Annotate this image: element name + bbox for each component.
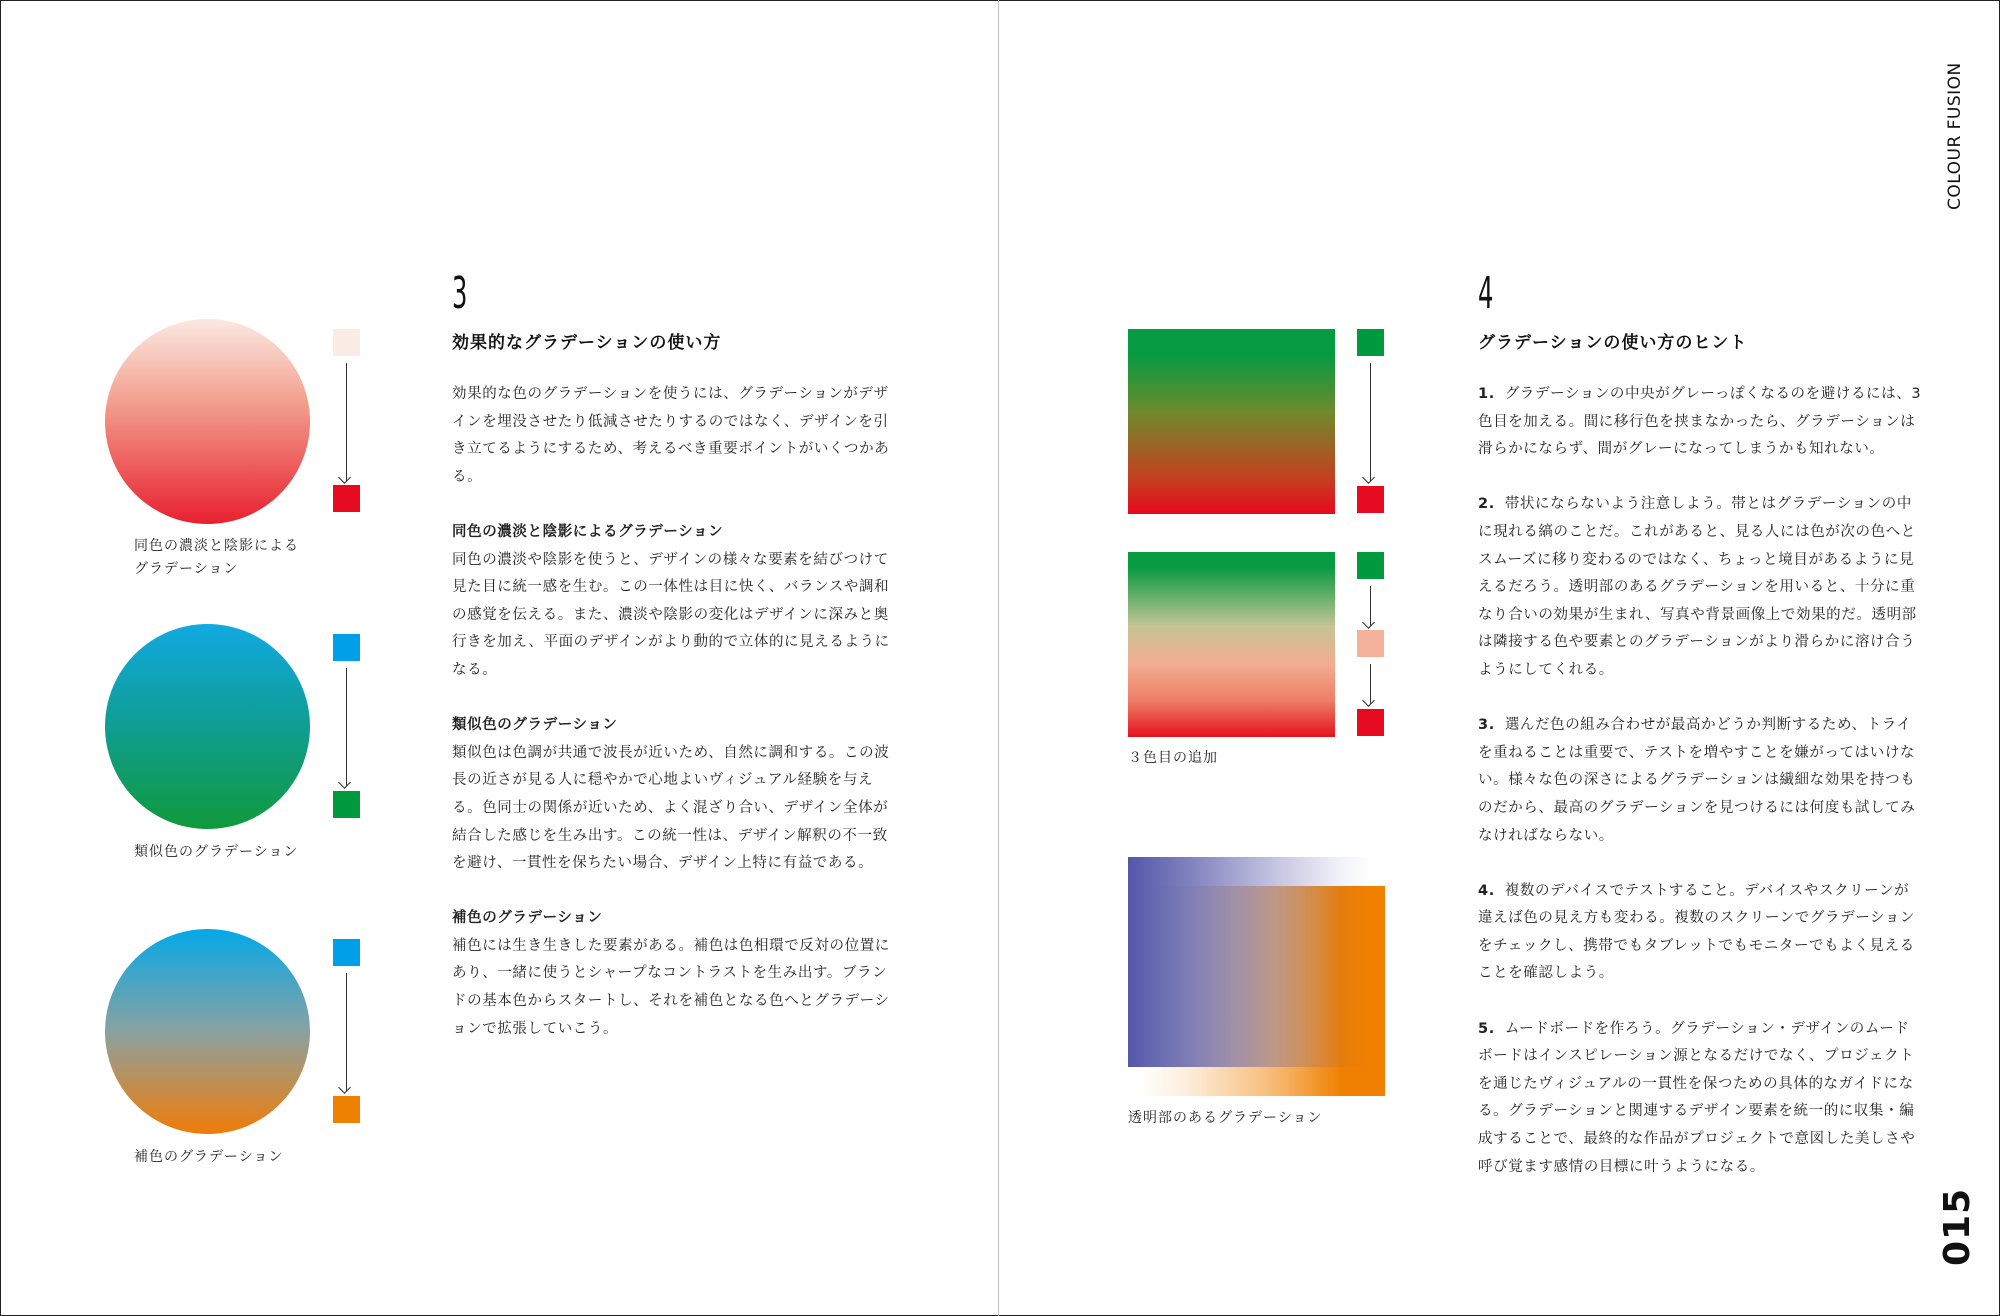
tip-item	[1478, 491, 1924, 684]
tip-text: 選んだ色の組み合わせが最高かどうか判断するため、トライを重ねることは重要で、テストを増やすことを嫌がってはいけない。様々な色の深さによるグラデーションは繊細な効果を持つものだから、最高のグラデーションを見つけるには何度も試してみなければならない。	[1478, 717, 1916, 844]
tip-item	[1478, 878, 1924, 988]
running-head-text: COLOUR FUSION	[1945, 62, 1965, 210]
section-body	[452, 381, 898, 1071]
example-caption-tint-shade	[134, 535, 299, 581]
subsection-text: 補色には生き生きした要素がある。補色は色相環で反対の位置にあり、一緒に使うとシャープなコントラストを生み出す。ブランドの基本色からスタートし、それを補色となる色へとグラデーションで拡張していこう。	[452, 937, 890, 1037]
tint-shade-gradient-circle	[105, 319, 310, 524]
tip-text: 複数のデバイスでテストすること。デバイスやスクリーンが違えば色の見え方も変わる。複数のスクリーンでグラデーションをチェックし、携帯でもタブレットでもモニターでもよく見えることを確認しよう。	[1478, 882, 1916, 982]
red-swatch	[333, 485, 360, 512]
section-number: 4	[1478, 268, 1494, 319]
tip-item	[1478, 1016, 1924, 1182]
tip-number: 3.	[1478, 717, 1495, 734]
green-swatch	[1357, 329, 1384, 356]
tip-number: 4.	[1478, 882, 1495, 899]
tip-text: 帯状にならないよう注意しよう。帯とはグラデーションの中に現れる縞のことだ。これがあると、見る人には色が次の色へとスムーズに移り変わるのではなく、ちょっと境目があるように見えるだろう。透明部のあるグラデーションを用いると、十分に重なり合いの効果が生まれ、写真や背景画像上で効果的だ。透明部は隣接する色や要素とのグラデーションがより滑らかに溶け合うようにしてくれる。	[1478, 496, 1917, 678]
section-title: グラデーションの使い方のヒント	[1478, 333, 1748, 353]
tip-number: 5.	[1478, 1020, 1495, 1037]
subsection-heading: 同色の濃淡と陰影によるグラデーション	[452, 523, 724, 540]
green-swatch	[333, 791, 360, 818]
caption-line: 類似色のグラデーション	[134, 844, 299, 860]
subsection-analogous	[452, 712, 898, 878]
down-arrow-icon	[346, 363, 347, 481]
two-color-gradient-square	[1128, 329, 1335, 514]
subsection-complementary	[452, 905, 898, 1043]
book-gutter	[998, 0, 999, 1316]
light-pink-swatch	[333, 329, 360, 356]
caption-transparent: 透明部のあるグラデーション	[1128, 1110, 1323, 1126]
down-arrow-icon	[346, 973, 347, 1091]
caption-line: 同色の濃淡と陰影による	[134, 538, 299, 554]
running-head	[1937, 54, 1967, 214]
subsection-tint-shade	[452, 519, 898, 685]
page-number-text: 015	[1937, 1187, 1978, 1266]
salmon-swatch	[1357, 630, 1384, 657]
caption-three-color: ３色目の追加	[1128, 750, 1218, 766]
transparent-violet-gradient	[1128, 857, 1372, 1067]
tip-item	[1478, 712, 1924, 850]
subsection-heading: 補色のグラデーション	[452, 910, 603, 927]
caption-line: グラデーション	[134, 561, 239, 577]
caption-line: 補色のグラデーション	[134, 1149, 284, 1165]
orange-swatch	[333, 1096, 360, 1123]
section-number: 3	[452, 268, 468, 319]
blue-swatch	[333, 634, 360, 661]
intro-paragraph: 効果的な色のグラデーションを使うには、グラデーションがデザインを埋没させたり低減させたりするのではなく、デザインを引き立てるようにするため、考えるべき重要ポイントがいくつかある。	[452, 386, 890, 485]
analogous-gradient-circle	[105, 624, 310, 829]
complementary-gradient-circle	[105, 929, 310, 1134]
three-color-gradient-square	[1128, 552, 1335, 737]
tip-text: グラデーションの中央がグレーっぽくなるのを避けるには、3色目を加える。間に移行色を挟まなかったら、グラデーションは滑らかにならず、間がグレーになってしまうかも知れない。	[1478, 386, 1922, 458]
tip-number: 2.	[1478, 496, 1495, 513]
red-swatch	[1357, 486, 1384, 513]
blue-swatch	[333, 939, 360, 966]
subsection-text: 同色の濃淡や陰影を使うと、デザインの様々な要素を結びつけて見た目に統一感を生む。この一体性は目に快く、バランスや調和の感覚を伝える。また、濃淡や陰影の変化はデザインに深みと奥行きを加え、平面のデザインがより動的で立体的に見えるようになる。	[452, 551, 890, 678]
down-arrow-icon	[1370, 586, 1371, 626]
section-title: 効果的なグラデーションの使い方	[452, 333, 722, 353]
down-arrow-icon	[346, 668, 347, 786]
example-caption-analogous	[134, 841, 298, 864]
page-number	[1935, 1187, 1978, 1270]
example-caption-complementary	[134, 1146, 283, 1169]
down-arrow-icon	[1370, 664, 1371, 704]
subsection-text: 類似色は色調が共通で波長が近いため、自然に調和する。この波長の近さが見る人に穏やかで心地よいヴィジュアル経験を与える。色同士の関係が近いため、よく混ざり合い、デザイン全体が結合した感じを生み出す。この統一性は、デザイン解釈の不一致を避け、一貫性を保ちたい場合、デザイン上特に有益である。	[452, 744, 890, 872]
red-swatch	[1357, 709, 1384, 736]
green-swatch	[1357, 552, 1384, 579]
down-arrow-icon	[1370, 363, 1371, 481]
tip-item	[1478, 381, 1924, 464]
subsection-heading: 類似色のグラデーション	[452, 717, 618, 734]
tips-list	[1478, 381, 1924, 1209]
tip-number: 1.	[1478, 386, 1495, 402]
tip-text: ムードボードを作ろう。グラデーション・デザインのムードボードはインスピレーション源となるだけでなく、プロジェクトを通じたヴィジュアルの一貫性を保つための具体的なガイドになる。グラデーションと関連するデザイン要素を統一的に収集・編成することで、最終的な作品がプロジェクトで意図した美しさや呼び覚ます感情の目標に叶うようになる。	[1478, 1020, 1916, 1175]
